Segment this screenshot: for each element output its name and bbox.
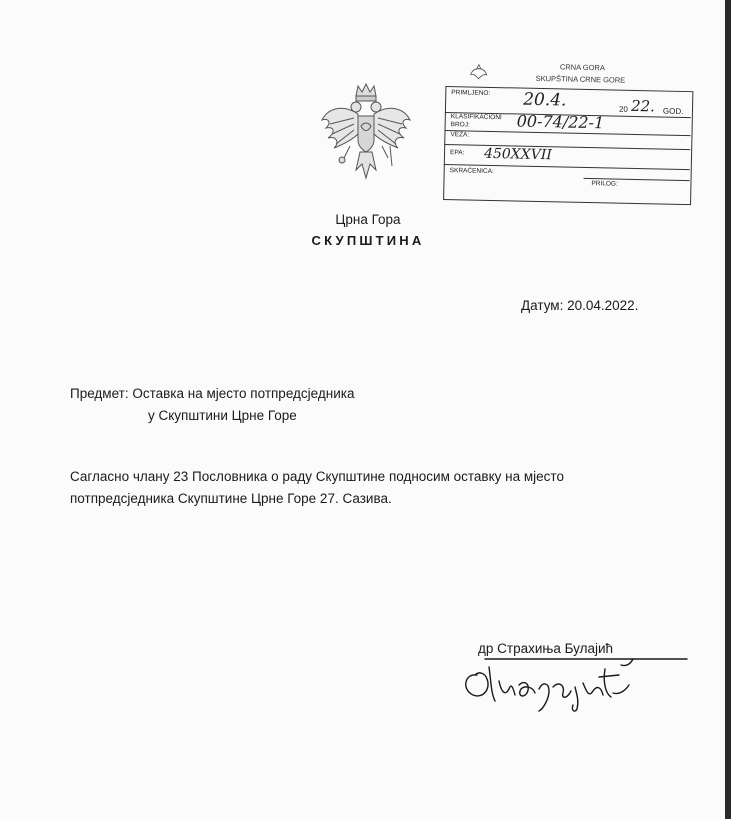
subject-line-2: у Скупштини Црне Горе (148, 408, 297, 423)
document-date: Датум: 20.04.2022. (521, 298, 639, 313)
classification-value: 00-74/22-1 (516, 111, 605, 133)
epa-label: EPA: (449, 149, 465, 157)
year-suffix: 22. (630, 96, 656, 116)
body-line-1: Сагласно члану 23 Пословника о раду Скупштине подносим оставку на мјесто (70, 469, 564, 484)
year-label: GOD. (662, 106, 684, 116)
parliament-name: СКУПШТИНА (311, 233, 425, 248)
subject-line-1: Предмет: Оставка на мјесто потпредсједника (70, 386, 355, 401)
small-coat-of-arms-icon (470, 63, 488, 81)
epa-value: 450XXVII (483, 145, 553, 164)
year-prefix: 20 (618, 104, 629, 114)
country-name: Црна Гора (335, 212, 401, 227)
body-line-2: потпредсједника Скупштине Црне Горе 27. Сазива. (70, 491, 392, 506)
montenegro-coat-of-arms-icon (318, 82, 414, 188)
classification-label: KLASIFIKACIONI BROJ: (450, 113, 502, 129)
stamp-country: CRNA GORA (559, 62, 605, 73)
received-day: 20.4. (522, 89, 567, 111)
registry-stamp (443, 60, 696, 207)
abbreviation-label: SKRAĆENICA: (449, 167, 494, 176)
attachment-label: PRILOG: (591, 180, 618, 188)
signer-name: др Страхиња Булајић (478, 641, 614, 656)
handwritten-signature (455, 645, 695, 715)
scan-edge (725, 0, 731, 819)
stamp-institution: SKUPŠTINA CRNE GORE (535, 73, 626, 85)
link-label: VEZA: (450, 131, 470, 139)
received-label: PRIMLJENO: (451, 89, 491, 97)
